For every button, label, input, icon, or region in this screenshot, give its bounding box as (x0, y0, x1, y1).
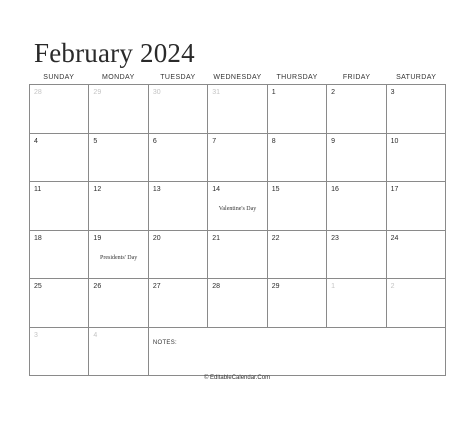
day-number: 14 (212, 186, 221, 193)
day-cell[interactable] (387, 279, 446, 328)
day-number: 10 (390, 137, 399, 145)
day-number: 31 (212, 89, 221, 96)
day-number: 24 (390, 234, 399, 242)
day-cell[interactable] (149, 134, 208, 183)
day-cell[interactable] (268, 85, 327, 134)
day-cell[interactable] (268, 231, 327, 280)
day-number: 7 (212, 137, 217, 145)
day-number: 6 (152, 137, 157, 145)
day-cell[interactable] (327, 134, 386, 183)
day-number: 22 (271, 234, 280, 242)
day-cell[interactable] (30, 134, 89, 183)
day-cell[interactable] (327, 85, 386, 134)
day-cell[interactable] (208, 182, 267, 231)
footer-credit: © EditableCalendar.Com (203, 375, 271, 381)
day-number: 11 (34, 186, 42, 193)
day-number: 13 (152, 186, 161, 193)
day-cell[interactable] (268, 182, 327, 231)
day-number: 2 (390, 283, 395, 290)
day-cell[interactable] (89, 182, 148, 231)
day-number: 1 (331, 283, 336, 290)
day-cell[interactable] (30, 328, 89, 377)
notes-area[interactable] (149, 328, 446, 377)
day-cell[interactable] (387, 182, 446, 231)
day-cell[interactable] (89, 328, 148, 377)
day-number: 4 (34, 137, 38, 145)
day-number: 12 (93, 186, 102, 193)
day-cell[interactable] (208, 85, 267, 134)
day-number: 21 (212, 234, 221, 242)
day-cell[interactable] (149, 182, 208, 231)
holiday-label: Valentine's Day (218, 206, 257, 212)
day-number: 3 (34, 331, 38, 339)
weekday-friday: FRIDAY (342, 74, 371, 81)
calendar-grid (29, 84, 446, 376)
day-cell[interactable] (208, 279, 267, 328)
weekday-saturday: SATURDAY (396, 74, 437, 81)
day-number: 4 (93, 331, 98, 339)
day-cell[interactable] (149, 85, 208, 134)
day-cell[interactable] (89, 134, 148, 183)
day-number: 29 (93, 89, 102, 96)
day-cell[interactable] (89, 279, 148, 328)
day-cell[interactable] (149, 279, 208, 328)
day-cell[interactable] (208, 134, 267, 183)
day-number: 17 (390, 186, 399, 193)
weekday-sunday: SUNDAY (43, 74, 75, 81)
day-number: 30 (152, 89, 161, 96)
day-number: 25 (34, 283, 42, 290)
day-number: 8 (271, 137, 276, 145)
weekday-header-row (29, 72, 446, 84)
day-cell[interactable] (30, 279, 89, 328)
day-cell[interactable] (30, 85, 89, 134)
weekday-wednesday: WEDNESDAY (213, 74, 262, 81)
day-cell[interactable] (387, 85, 446, 134)
day-cell[interactable] (30, 231, 89, 280)
day-number: 3 (390, 89, 395, 96)
weekday-monday: MONDAY (102, 74, 135, 81)
day-cell[interactable] (327, 279, 386, 328)
day-cell[interactable] (89, 85, 148, 134)
day-cell[interactable] (149, 231, 208, 280)
day-number: 5 (93, 137, 98, 145)
day-number: 18 (34, 234, 42, 242)
day-cell[interactable] (268, 134, 327, 183)
day-number: 27 (152, 283, 161, 290)
day-cell[interactable] (208, 231, 267, 280)
day-number: 28 (212, 283, 221, 290)
day-number: 20 (152, 234, 161, 242)
day-number: 28 (34, 89, 42, 96)
day-number: 15 (271, 186, 280, 193)
day-number: 29 (271, 283, 280, 290)
day-number: 26 (93, 283, 102, 290)
day-cell[interactable] (327, 182, 386, 231)
day-number: 19 (93, 234, 102, 242)
weekday-tuesday: TUESDAY (160, 74, 196, 81)
day-cell[interactable] (268, 279, 327, 328)
day-number: 23 (331, 234, 339, 242)
day-number: 1 (271, 89, 276, 96)
day-number: 16 (331, 186, 339, 193)
calendar-title: February 2024 (34, 38, 195, 68)
day-cell[interactable] (387, 231, 446, 280)
day-number: 2 (331, 89, 336, 96)
day-cell[interactable] (327, 231, 386, 280)
day-number: 9 (331, 137, 336, 145)
day-cell[interactable] (30, 182, 89, 231)
day-cell[interactable] (387, 134, 446, 183)
holiday-label: Presidents' Day (100, 254, 138, 261)
weekday-thursday: THURSDAY (276, 74, 318, 81)
day-cell[interactable] (89, 231, 148, 280)
notes-label: NOTES: (152, 339, 177, 346)
